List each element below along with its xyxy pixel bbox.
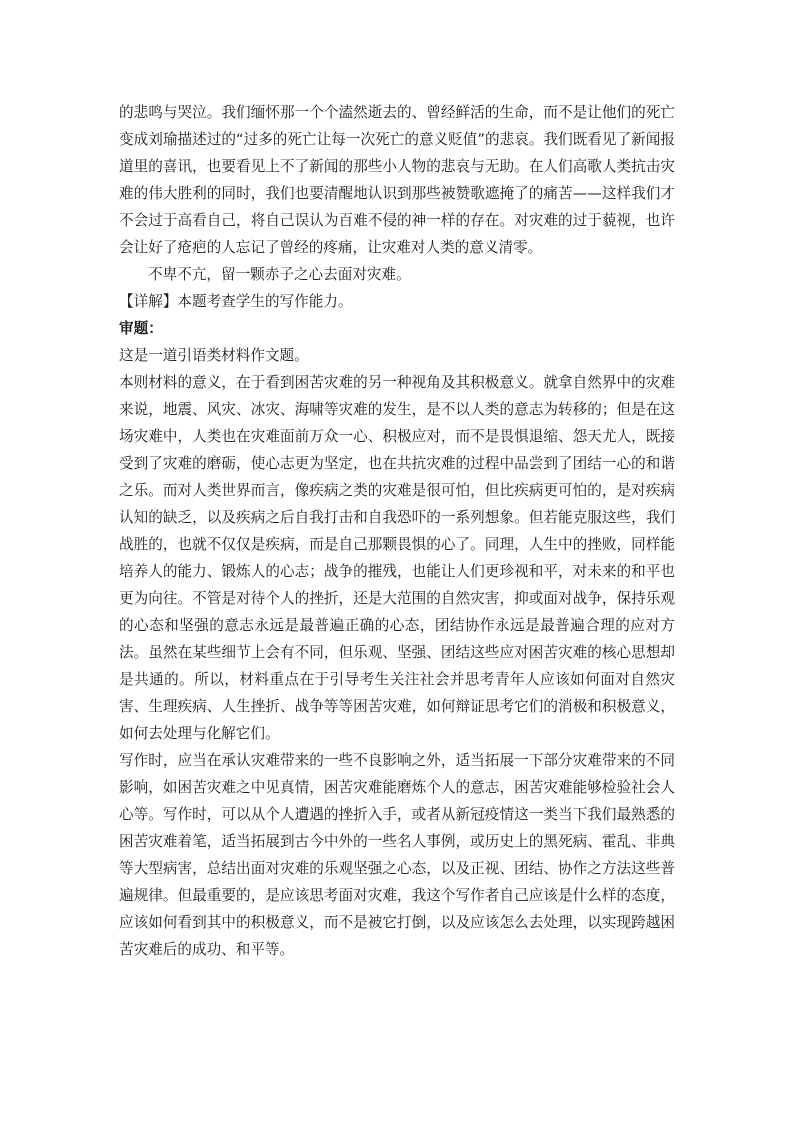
paragraph-conclusion: 不卑不亢，留一颗赤子之心去面对灾难。: [148, 266, 411, 283]
paragraph-writing-guidance: 写作时，应当在承认灾难带来的一些不良影响之外，适当拓展一下部分灾难带来的不同影响，如困苦灾难之中见真情，困苦灾难能磨炼个人的意志，困苦灾难能够检验社会人心等。写作时，可以从个人遭遇的挫折入手，或者从新冠疫情这一类当下我们最熟悉的困苦灾难着笔，适当拓展到古今中外的一些名人事例，或历史上的黑死病、霍乱、非典等大型病害，总结出面对灾难的乐观坚强之心态，以及正视、团结、协作之方法这些普遍规律。但最重要的，是应该思考面对灾难，我这个写作者自己应该是什么样的态度，应该如何看到其中的积极意义，而不是被它打倒，以及应该怎么去处理，以实现跨越困苦灾难后的成功、和平等。: [119, 752, 675, 958]
paragraph-material-meaning: 本则材料的意义，在于看到困苦灾难的另一种视角及其积极意义。就拿自然界中的灾难来说，地震、风灾、冰灾、海啸等灾难的发生，是不以人类的意志为转移的；但是在这场灾难中，人类也在灾难面前万众一心、积极应对，而不是畏惧退缩、怨天尤人，既接受到了灾难的磨砺，使心志更为坚定，也在共抗灾难的过程中品尝到了团结一心的和谐之乐。而对人类世界而言，像疾病之类的灾难是很可怕，但比疾病更可怕的，是对疾病认知的缺乏，以及疾病之后自我打击和自我恐吓的一系列想象。但若能克服这些，我们战胜的，也就不仅仅是疾病，而是自己那颗畏惧的心了。同理，人生中的挫败，同样能培养人的能力、锻炼人的心志；战争的摧残，也能让人们更珍视和平，对未来的和平也更为向往。不管是对待个人的挫折，还是大范围的自然灾害，抑或面对战争，保持乐观的心态和坚强的意志永远是最普遍正确的心态，团结协作永远是最普遍合理的应对方法。虽然在某些细节上会有不同，但乐观、坚强、团结这些应对困苦灾难的核心思想却是共通的。所以，材料重点在于引导考生关注社会并思考青年人应该如何面对自然灾害、生理疾病、人生挫折、战争等等困苦灾难，如何辩证思考它们的消极和积极意义，如何去处理与化解它们。: [119, 374, 675, 742]
paragraph-reflection: 的悲鸣与哭泣。我们缅怀那一个个溘然逝去的、曾经鲜活的生命，而不是让他们的死亡变成刘瑜描述过的“过多的死亡让每一次死亡的意义贬值”的悲哀。我们既看见了新闻报道里的喜讯，也要看见上不了新闻的那些小人物的悲哀与无助。在人们高歌人类抗击灾难的伟大胜利的同时，我们也要清醒地认识到那些被赞歌遮掩了的痛苦——这样我们才不会过于高看自己，将自己误认为百难不侵的神一样的存在。对灾难的过于藐视，也许会让好了疮疤的人忘记了曾经的疼痛，让灾难对人类的意义清零。: [119, 104, 675, 256]
document-page: [119, 99, 675, 963]
heading-review: 审题：: [119, 320, 163, 337]
paragraph-topic-type: 这是一道引语类材料作文题。: [119, 347, 309, 364]
paragraph-explanation: 【详解】本题考查学生的写作能力。: [119, 293, 353, 310]
